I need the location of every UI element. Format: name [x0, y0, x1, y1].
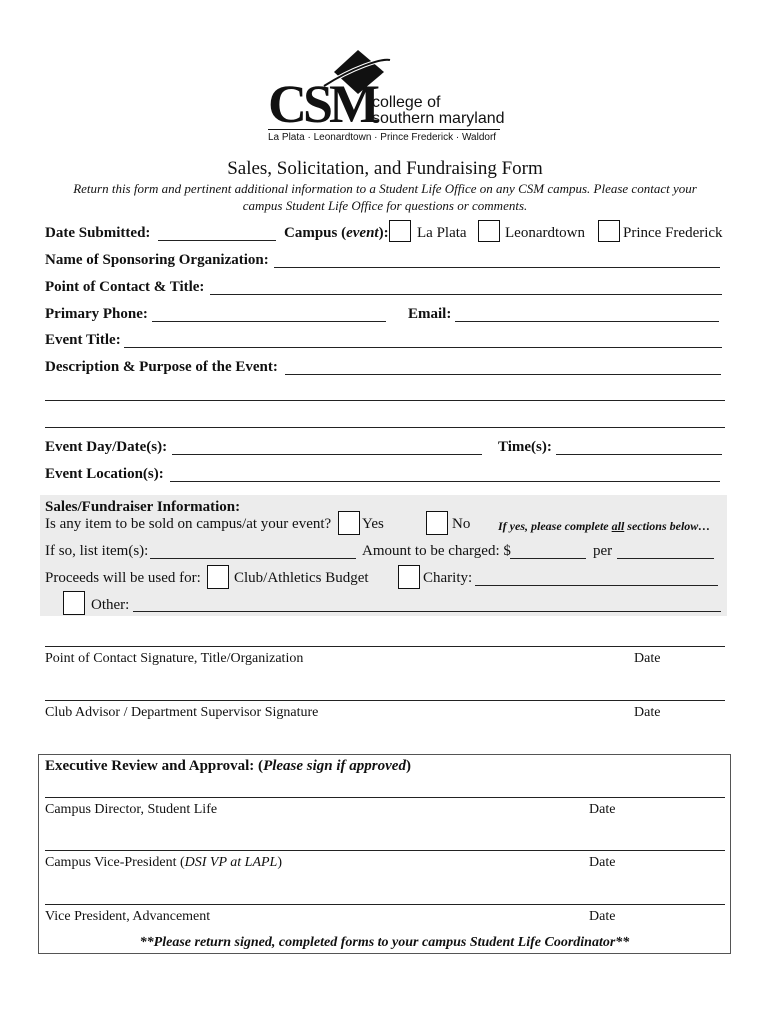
- sales-note: If yes, please complete all sections below…: [498, 519, 711, 533]
- form-title: Sales, Solicitation, and Fundraising Form: [227, 158, 543, 179]
- return-instructions: **Please return signed, completed forms to your campus Student Life Coordinator**: [139, 935, 630, 950]
- per-field[interactable]: [617, 558, 714, 559]
- campus-option-prince-frederick: Prince Frederick: [623, 225, 723, 241]
- advisor-signature-line[interactable]: [45, 700, 725, 701]
- contact-signature-date: Date: [634, 651, 661, 666]
- list-items-label: If so, list item(s):: [45, 543, 149, 559]
- campus-leonardtown-checkbox[interactable]: [478, 220, 500, 242]
- vp-advancement-label: Vice President, Advancement: [45, 909, 211, 924]
- sales-question: Is any item to be sold on campus/at your event?: [45, 516, 332, 532]
- contact-signature-label: Point of Contact Signature, Title/Organization: [45, 651, 304, 666]
- vp-date: Date: [589, 855, 616, 870]
- event-dates-field[interactable]: [172, 454, 482, 455]
- advisor-signature-label: Club Advisor / Department Supervisor Signature: [45, 705, 319, 720]
- description-field[interactable]: [285, 374, 721, 375]
- event-title-field[interactable]: [124, 347, 722, 348]
- campus-option-leonardtown: Leonardtown: [505, 225, 585, 241]
- sales-no-label: No: [452, 516, 471, 532]
- sales-no-checkbox[interactable]: [426, 511, 448, 535]
- vp-signature-line[interactable]: [45, 850, 725, 851]
- contact-signature-line[interactable]: [45, 646, 725, 647]
- logo-campuses: La Plata · Leonardtown · Prince Frederick · Waldorf: [268, 132, 497, 143]
- list-items-field[interactable]: [150, 558, 356, 559]
- email-label: Email:: [408, 306, 452, 322]
- sales-heading: Sales/Fundraiser Information:: [45, 499, 241, 515]
- director-date: Date: [589, 802, 616, 817]
- per-label: per: [593, 543, 613, 559]
- description-line-2[interactable]: [45, 400, 725, 401]
- form-instructions: Return this form and pertinent additional information to a Student Life Office on any CSM campus. Please contact your campus Student Life Office for questions or comments.: [73, 181, 697, 213]
- charity-label: Charity:: [423, 570, 473, 586]
- description-label: Description & Purpose of the Event:: [45, 359, 278, 375]
- campus-prince-frederick-checkbox[interactable]: [598, 220, 620, 242]
- times-field[interactable]: [556, 454, 722, 455]
- other-field[interactable]: [133, 611, 721, 612]
- director-label: Campus Director, Student Life: [45, 802, 218, 817]
- campus-label: Campus (event):: [284, 225, 389, 241]
- other-checkbox[interactable]: [63, 591, 85, 615]
- phone-label: Primary Phone:: [45, 306, 148, 322]
- date-submitted-label: Date Submitted:: [45, 225, 151, 241]
- logo-line2: southern maryland: [372, 110, 505, 127]
- amount-label: Amount to be charged: $: [362, 543, 511, 559]
- logo-csm-text: CSM: [268, 74, 376, 134]
- vp-label: Campus Vice-President (DSI VP at LAPL): [45, 855, 283, 870]
- times-label: Time(s):: [498, 439, 552, 455]
- sales-yes-label: Yes: [362, 516, 384, 532]
- contact-field[interactable]: [210, 294, 722, 295]
- email-field[interactable]: [455, 321, 719, 322]
- location-field[interactable]: [170, 481, 720, 482]
- vp-advancement-signature-line[interactable]: [45, 904, 725, 905]
- logo-line1: college of: [372, 94, 441, 111]
- org-name-field[interactable]: [274, 267, 720, 268]
- csm-logo: [262, 46, 512, 150]
- amount-field[interactable]: [510, 558, 586, 559]
- campus-laplata-checkbox[interactable]: [389, 220, 411, 242]
- org-name-label: Name of Sponsoring Organization:: [45, 252, 269, 268]
- location-label: Event Location(s):: [45, 466, 164, 482]
- charity-checkbox[interactable]: [398, 565, 420, 589]
- sales-yes-checkbox[interactable]: [338, 511, 360, 535]
- director-signature-line[interactable]: [45, 797, 725, 798]
- executive-heading: Executive Review and Approval: (Please sign if approved): [45, 758, 411, 774]
- phone-field[interactable]: [152, 321, 386, 322]
- vp-advancement-date: Date: [589, 909, 616, 924]
- date-submitted-field[interactable]: [158, 240, 276, 241]
- description-line-3[interactable]: [45, 427, 725, 428]
- other-label: Other:: [91, 597, 130, 613]
- proceeds-label: Proceeds will be used for:: [45, 570, 201, 586]
- contact-label: Point of Contact & Title:: [45, 279, 205, 295]
- charity-field[interactable]: [475, 585, 718, 586]
- club-budget-checkbox[interactable]: [207, 565, 229, 589]
- advisor-signature-date: Date: [634, 705, 661, 720]
- event-dates-label: Event Day/Date(s):: [45, 439, 168, 455]
- event-title-label: Event Title:: [45, 332, 121, 348]
- campus-option-laplata: La Plata: [417, 225, 467, 241]
- club-budget-label: Club/Athletics Budget: [234, 570, 369, 586]
